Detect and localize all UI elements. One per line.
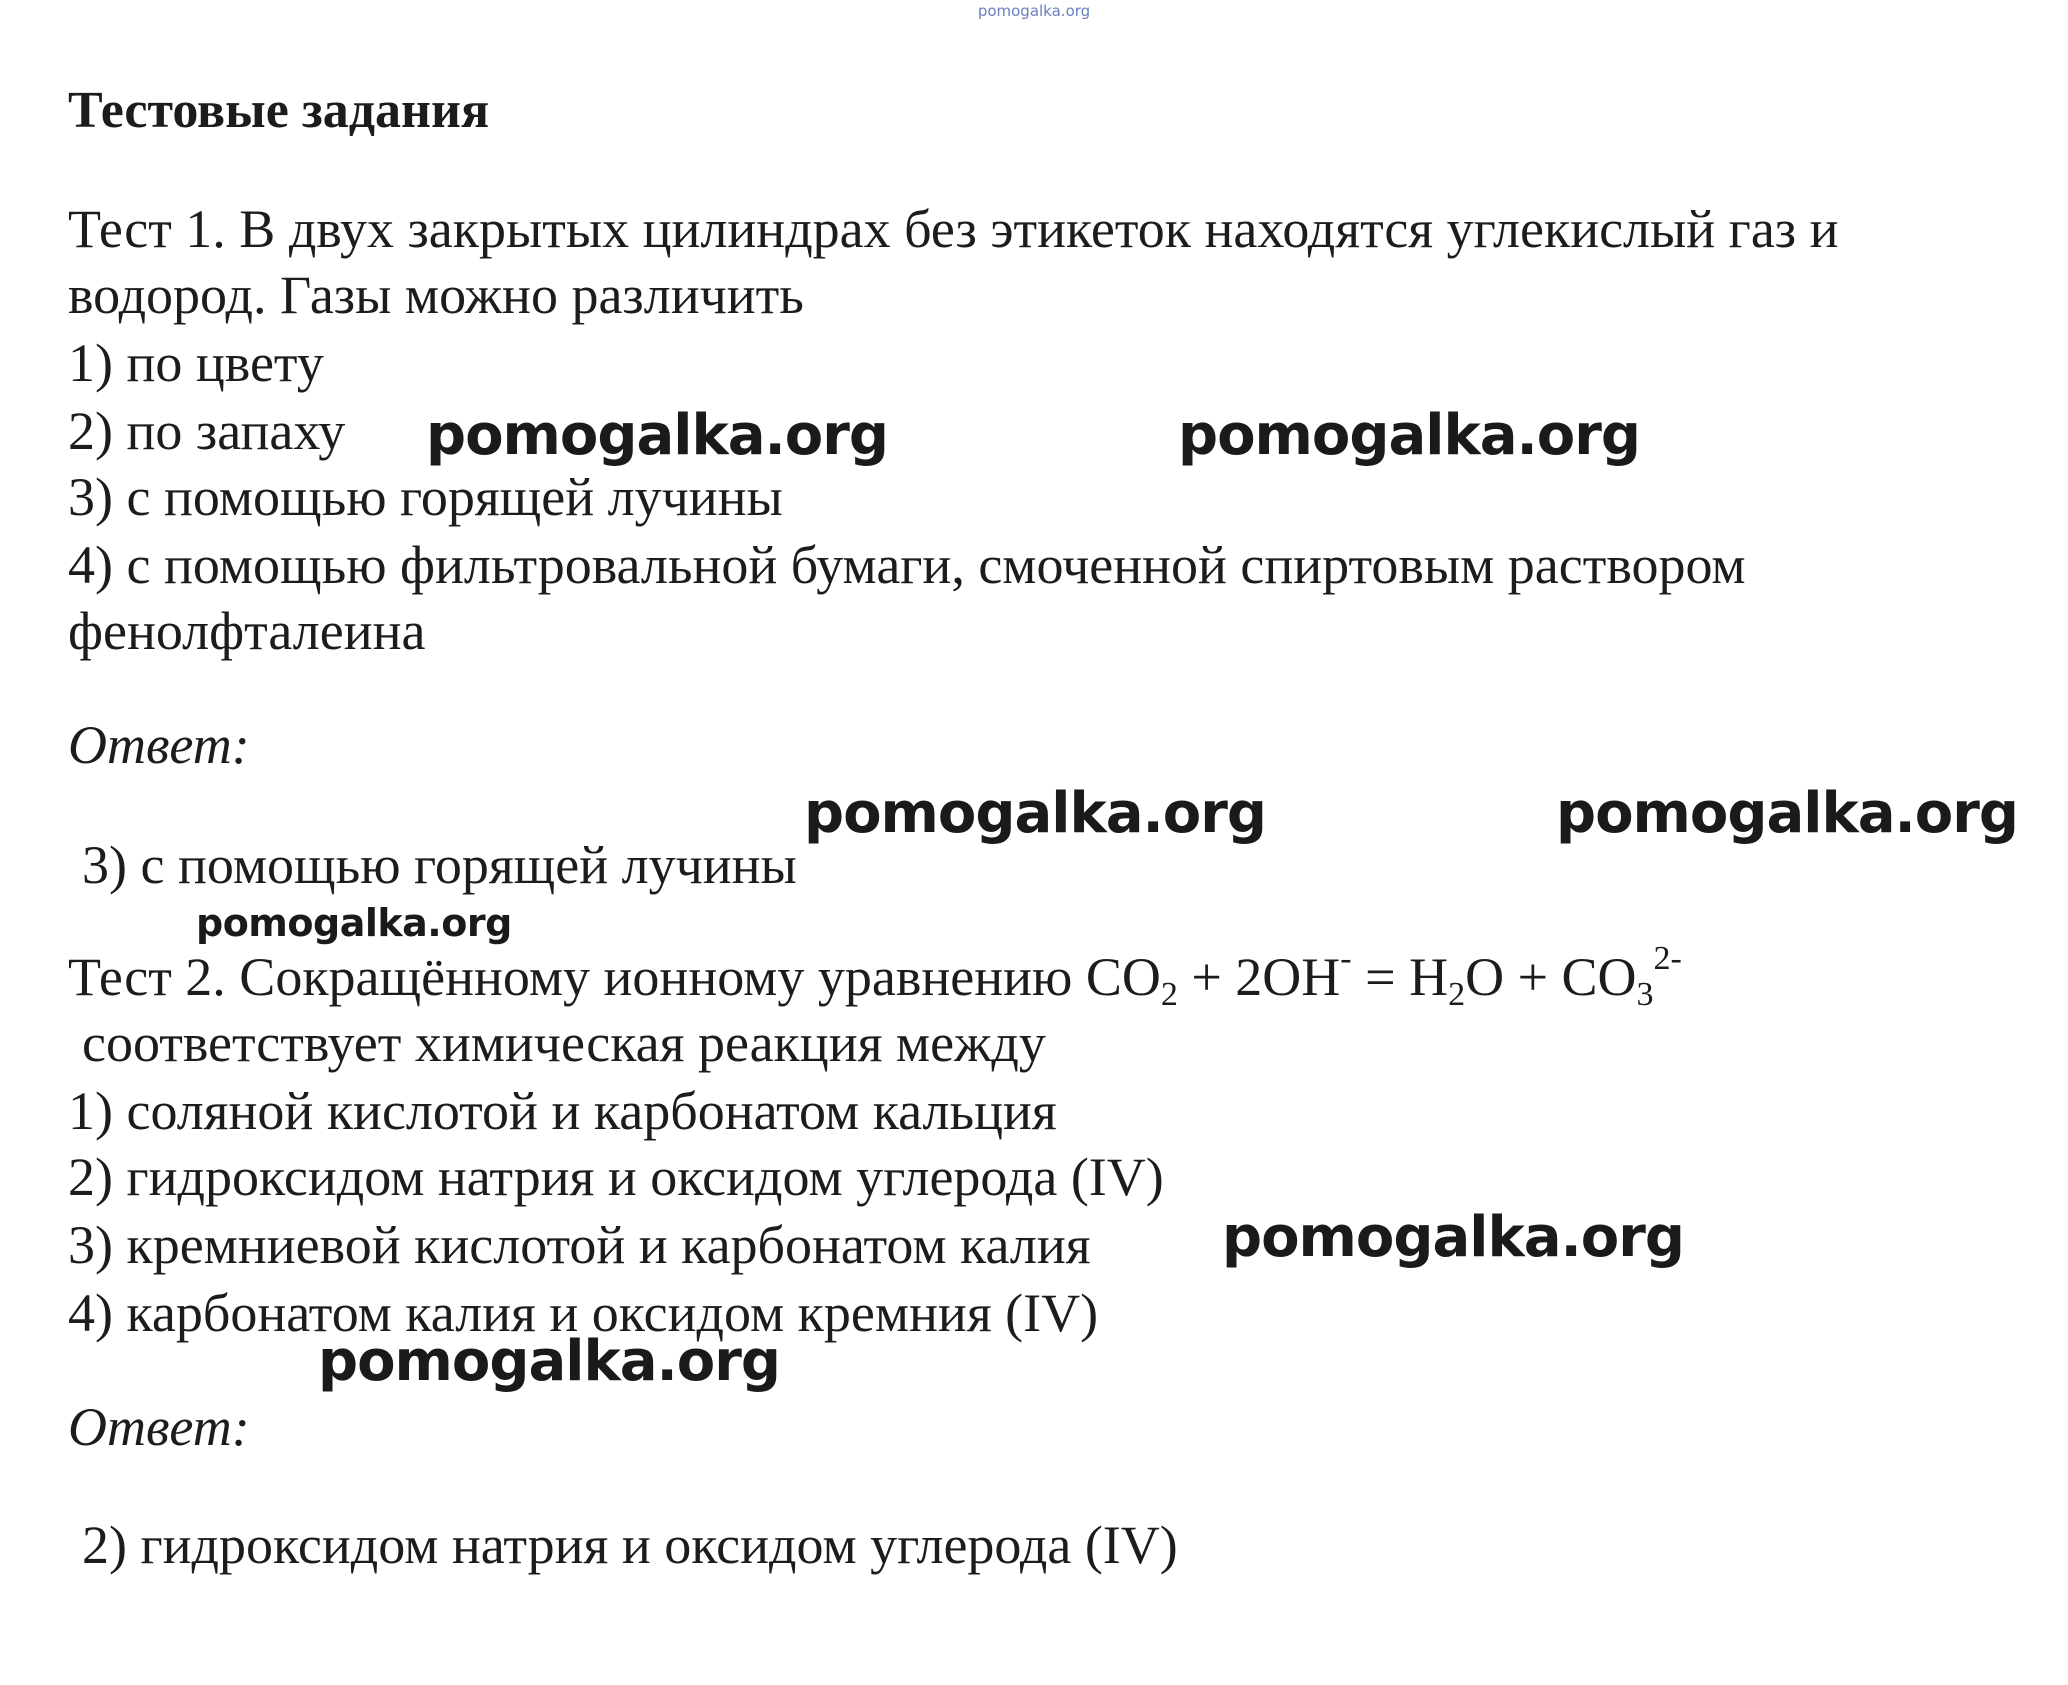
eq-sub-3: 3 — [1636, 976, 1654, 1013]
test1-option-1: 1) по цвету — [68, 333, 324, 393]
test2-question-line1 — [68, 940, 1682, 1013]
test2-question-line2: соответствует химическая реакция между — [82, 1013, 1046, 1073]
test1-question-line2: водород. Газы можно различить — [68, 265, 804, 325]
eq-co: CO — [1085, 947, 1161, 1007]
eq-equals-h: = H — [1351, 947, 1449, 1007]
test1-option-3: 3) с помощью горящей лучины — [68, 467, 783, 527]
watermark-3: pomogalka.org — [804, 781, 1266, 846]
watermark-4: pomogalka.org — [1556, 781, 2018, 846]
test2-option-4: 4) карбонатом калия и оксидом кремния (IV) — [68, 1283, 1099, 1343]
eq-plus-2oh: + 2OH — [1177, 947, 1341, 1007]
page-heading: Тестовые задания — [68, 82, 490, 139]
eq-sup-minus: - — [1340, 940, 1352, 977]
test2-answer: 2) гидроксидом натрия и оксидом углерода (IV) — [82, 1515, 1178, 1575]
watermark-5: pomogalka.org — [196, 901, 512, 945]
test2-answer-label: Ответ: — [68, 1397, 250, 1457]
test1-option-4-cont: фенолфталеина — [68, 601, 426, 661]
test2-option-2: 2) гидроксидом натрия и оксидом углерода (IV) — [68, 1147, 1164, 1207]
eq-sub-2: 2 — [1160, 976, 1178, 1013]
watermark-2: pomogalka.org — [1178, 403, 1640, 468]
test1-answer-label: Ответ: — [68, 715, 250, 775]
watermark-1: pomogalka.org — [426, 403, 888, 468]
watermark-top: pomogalka.org — [977, 2, 1091, 20]
test1-question-line1: Тест 1. В двух закрытых цилиндрах без этикеток находятся углекислый газ и — [68, 199, 1839, 259]
eq-o-plus-co: O + CO — [1465, 947, 1637, 1007]
test1-answer: 3) с помощью горящей лучины — [82, 835, 797, 895]
test2-option-1: 1) соляной кислотой и карбонатом кальция — [68, 1081, 1057, 1141]
test1-option-2: 2) по запаху — [68, 401, 346, 461]
eq-sup-2minus: 2- — [1653, 940, 1682, 977]
eq-sub-2b: 2 — [1448, 976, 1466, 1013]
test1-option-4: 4) с помощью фильтровальной бумаги, смоченной спиртовым раствором — [68, 535, 1746, 595]
test2-question-prefix: Тест 2. Сокращённому ионному уравнению — [68, 947, 1086, 1007]
watermark-6: pomogalka.org — [1222, 1205, 1684, 1270]
watermark-7: pomogalka.org — [318, 1329, 780, 1394]
test2-option-3: 3) кремниевой кислотой и карбонатом калия — [68, 1215, 1091, 1275]
